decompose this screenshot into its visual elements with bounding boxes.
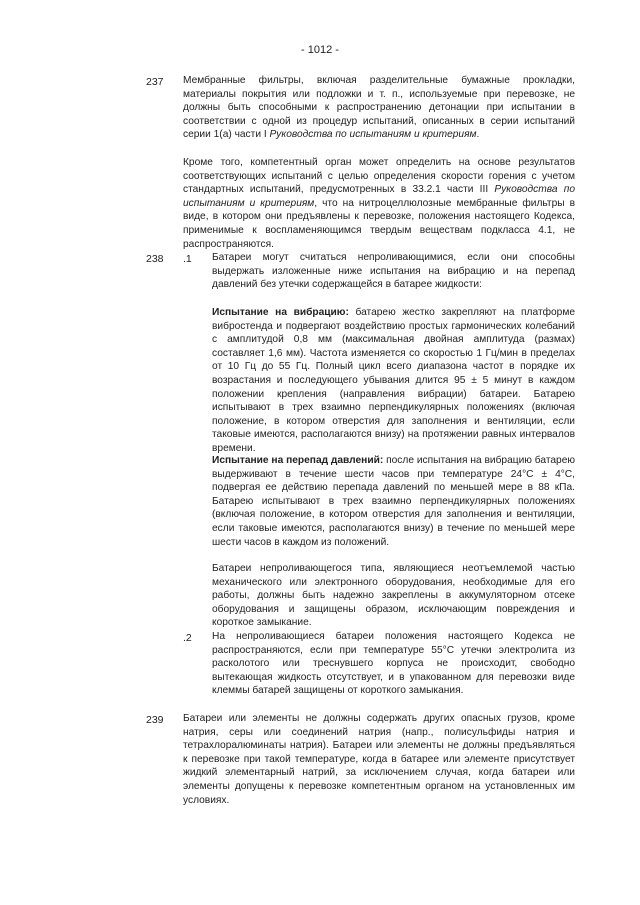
entry-239-text: Батареи или элементы не должны содержать других опасных грузов, кроме натрия, серы или соединений натрия (напр., полисульфиды натрия и тетрахлоралюминаты натрия). Батареи или элементы не должны предъявляться к перевозке при такой температуре, когда в батарее или элементе присутствует жидкий элементарный натрий, за исключением случая, когда батареи или элементы допущены к перевозке компетентным органом на установленных им условиях. [183,713,575,806]
entry-238-sub-2-text: На непроливающиеся батареи положения настоящего Кодекса не распространяются, если при температуре 55°C утечки электролита из расколотого или треснувшего корпуса не происходит, свободно вытекающая жидкость отсутствует, и в упакованном для перевозки виде клеммы батарей защищены от короткого замыкания. [212,631,575,697]
integral-batteries-paragraph: Батареи непроливающегося типа, являющиеся неотъемлемой частью механического или электронного оборудования, необходимые для его работы, должны быть надежно закреплены в аккумуляторном отсеке оборудования и защищены образом, исключающим повреждения и короткое замыкание. [212,563,575,629]
entry-237-p1-end: . [476,129,480,141]
pressure-test-title: Испытание на перепад давлений: [212,455,384,466]
entry-237-p2-reference: Руководства по испытаниям и критериям [183,184,576,209]
entry-237-p2-end: , что на нитроцеллюлозные мембранные фильтры в виде, в котором они предъявлены к перевозке, положения настоящего Кодекса, применимые к воспламеняющимся твердым веществам подкласса 4.1, не распространяются. [183,197,575,250]
entry-238-sub-1-text: Батареи могут считаться непроливающимися, если они способны выдержать изложенные ниже испытания на вибрацию и на перепад давлений без утечки содержащейся в батарее жидкости: [212,252,575,291]
vibration-test-title: Испытание на вибрацию: [212,307,349,318]
entry-239-number: 239 [146,714,164,726]
entry-237-number: 237 [146,76,164,88]
vibration-test-paragraph [212,306,575,456]
vibration-test-text: батарею жестко закрепляют на платформе вибростенда и подвергают воздействию простых гармонических колебаний с амплитудой 0,8 мм (максимальная двойная амплитуда (размах) составляет 1,6 мм). Частота изменяется со скоростью 1 Гц/мин в пределах от 10 Гц до 55 Гц. Полный цикл всего диапазона частот в порядке их возрастания и последующего убывания длится 95 ± 5 минут в каждом положении крепления (направления вибрации) батареи. Батарею испытывают в трех взаимно перпендикулярных положениях (включая положение, в котором отверстия для заполнения и вентиляции, если таковые имеются, располагаются внизу) на протяжении равных интервалов времени. [212,307,575,454]
entry-237-paragraph-2 [183,156,575,251]
entry-238-sub-2-label: .2 [183,632,192,644]
pressure-test-paragraph [212,454,575,549]
pressure-test-text: после испытания на вибрацию батарею выдерживают в течение шести часов при температуре 24°C ± 4°C, подвергая ее действию перепада давлений по меньшей мере в 88 кПа. Батарею испытывают в трех взаимно перпендикулярных положениях (включая положение, в котором отверстия для заполнения и вентиляции, если таковые имеются, располагаются внизу) в течение по меньшей мере шести часов в каждом из положений. [212,455,576,548]
entry-237-p2-text: Кроме того, компетентный орган может определить на основе результатов соответствующих испытаний с целью определения скорости горения с учетом стандартных испытаний, предусмотренных в 33.2.1 части III [183,157,575,196]
entry-237-p1-reference: Руководства по испытаниям и критериям [269,129,477,141]
entry-238-sub-1-label: .1 [183,253,192,265]
entry-237-paragraph-1 [183,74,575,142]
page-number: - 1012 - [301,44,339,56]
entry-237-p1-text: Мембранные фильтры, включая разделительные бумажные прокладки, материалы покрытия или подложки и т. п., используемые при перевозке, не должны быть способными к распространению детонации при испытании в соответствии с одной из процедур испытаний, описанных в серии испытаний серии 1(a) части I [183,75,575,141]
entry-238-number: 238 [146,253,164,265]
